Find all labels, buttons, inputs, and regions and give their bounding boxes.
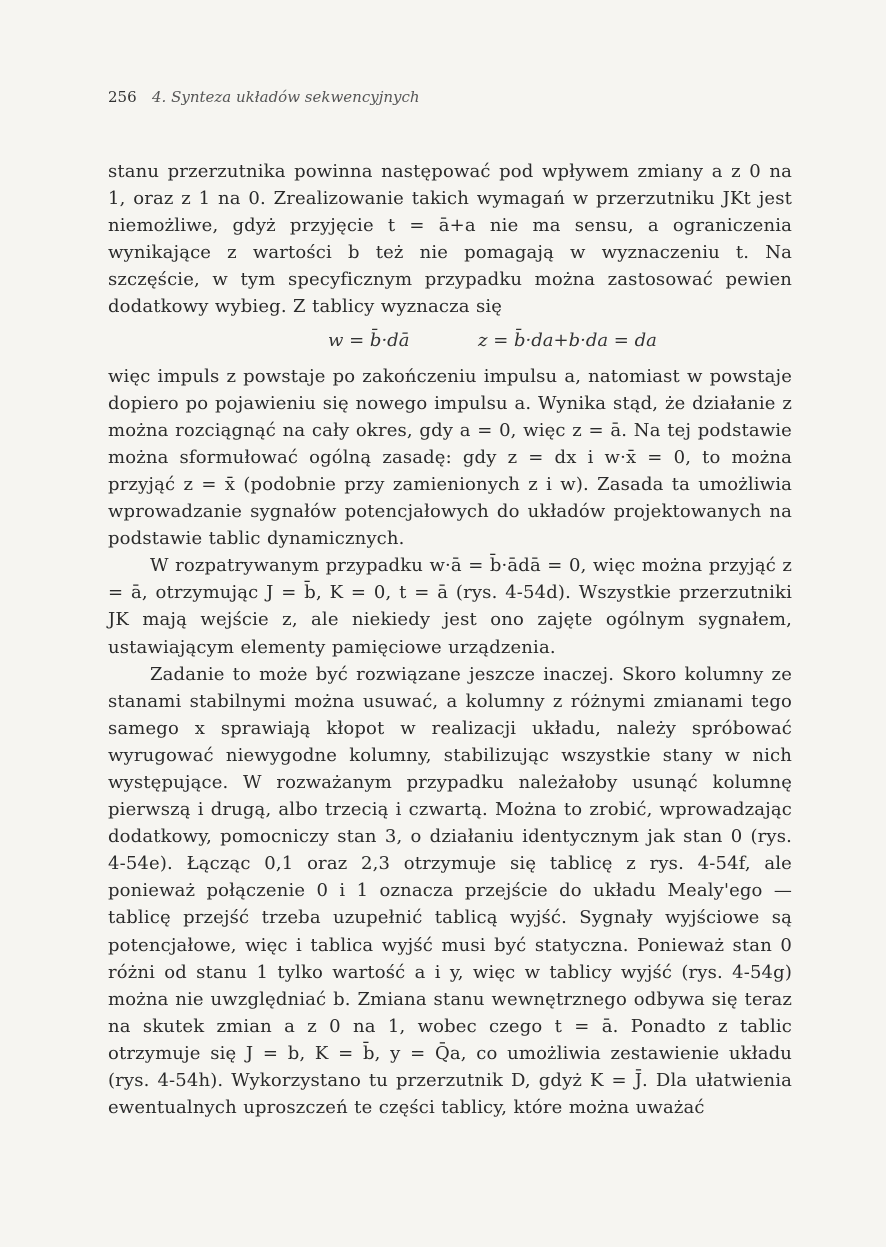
paragraph: stanu przerzutnika powinna następować pod wpływem zmiany a z 0 na 1, oraz z 1 na 0. Zrealizowanie takich wymagań w przerzutniku JKt jest niemożliwe, gdyż przyjęcie t = ā+a nie ma sensu, a ograniczenia wynikające z wartości b też nie pomagają w wyznaczeniu t. Na szczęście, w tym specyficznym przypadku można zastosować pewien dodatkowy wybieg. Z tablicy wyznacza się xyxy=(108,161,792,318)
paragraph: W rozpatrywanym przypadku w·ā = b̄·ādā = 0, więc można przyjąć z = ā, otrzymując J = b̄, K = 0, t = ā (rys. 4-54d). Wszystkie przerzutniki JK mają wejście z, ale niekiedy jest ono zajęte ogólnym sygnałem, ustawiającym elementy pamięciowe urządzenia. xyxy=(108,555,792,658)
running-title: 4. Synteza układów sekwencyjnych xyxy=(152,88,420,106)
formula-w: w = b̄·dā xyxy=(328,329,410,351)
paragraph: więc impuls z powstaje po zakończeniu impulsu a, natomiast w powstaje dopiero po pojawieniu się nowego impulsu a. Wynika stąd, że działanie z można rozciągnąć na cały okres, gdy a = 0, więc z = ā. Na tej podstawie można sformułować ogólną zasadę: gdy z = dx i w·x̄ = 0, to można przyjąć z = x̄ (podobnie przy zamienionych z i w). Zasada ta umożliwia wprowadzanie sygnałów potencjałowych do układów projektowanych na podstawie tablic dynamicznych. xyxy=(108,365,792,550)
display-formula xyxy=(108,323,792,359)
formula-z: z = b̄·da+b·da = da xyxy=(478,329,657,351)
running-header xyxy=(108,88,792,108)
body-text xyxy=(108,158,792,1121)
page xyxy=(108,88,792,1121)
page-number: 256 xyxy=(108,88,137,106)
paragraph: Zadanie to może być rozwiązane jeszcze inaczej. Skoro kolumny ze stanami stabilnymi można usuwać, a kolumny z różnymi zmianami tego samego x sprawiają kłopot w realizacji układu, należy spróbować wyrugować niewygodne kolumny, stabilizując wszystkie stany w nich występujące. W rozważanym przypadku należałoby usunąć kolumnę pierwszą i drugą, albo trzecią i czwartą. Można to zrobić, wprowadzając dodatkowy, pomocniczy stan 3, o działaniu identycznym jak stan 0 (rys. 4-54e). Łącząc 0,1 oraz 2,3 otrzymuje się tablicę z rys. 4-54f, ale ponieważ połączenie 0 i 1 oznacza przejście do układu Mealy'ego — tablicę przejść trzeba uzupełnić tablicą wyjść. Sygnały wyjściowe są potencjałowe, więc i tablica wyjść musi być statyczna. Ponieważ stan 0 różni od stanu 1 tylko wartość a i y, więc w tablicy wyjść (rys. 4-54g) można nie uwzględniać b. Zmiana stanu wewnętrznego odbywa się teraz na skutek zmian a z 0 na 1, wobec czego t = ā. Ponadto z tablic otrzymuje się J = b, K = b̄, y = Q̄a, co umożliwia zestawienie układu (rys. 4-54h). Wykorzystano tu przerzutnik D, gdyż K = J̄. Dla ułatwienia ewentualnych uproszczeń te części tablicy, które można uważać xyxy=(108,663,792,1119)
